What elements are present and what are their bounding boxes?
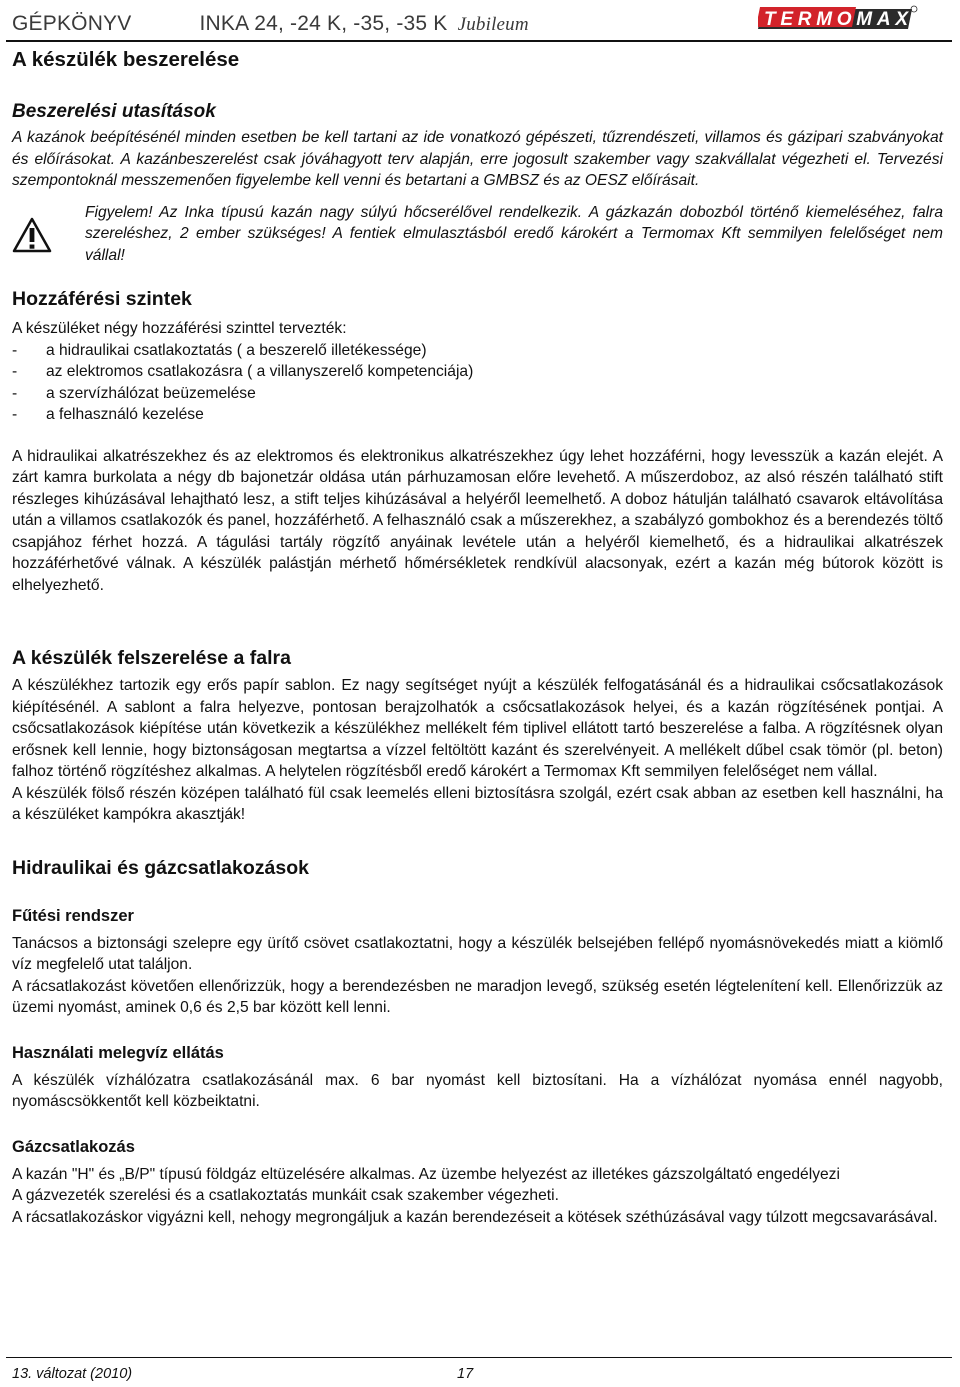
install-paragraph: A kazánok beépítésénél minden esetben be kell tartani az ide vonatkozó gépészeti, tűzrendészeti, villamos és gázipari szabványokat és előírásokat. A kazánbeszerelést csak jóváhagyott terv alapján, erre jogosult szakember vagy szakvállalat végezheti el. Tervezési szempontoknál messzemenően figyelembe kell venni és betartani a GMBSZ és az OESZ előírásait. xyxy=(12,129,943,189)
footer-divider xyxy=(6,1357,952,1358)
footer-version: 13. változat (2010) xyxy=(12,1366,133,1382)
logo-wordmark: TERMOMAX xyxy=(764,9,908,30)
warning-text: Figyelem! Az Inka típusú kazán nagy súlyú hőcserélővel rendelkezik. A gázkazán dobozból történő kiemeléséhez, falra szereléshez, 2 ember szükséges! A fentiek elmulasztásból eredő károkért a Termomax Kft semmilyen felelőséget nem vállal! xyxy=(85,203,943,264)
page-number: 17 xyxy=(457,1366,474,1382)
heating-paragraph-1: Tanácsos a biztonsági szelepre egy ürítő csövet csatlakoztatni, hogy a készülék belsejében fellépő nyomásnövekedés miatt a kiömlő víz megfelelő utat találjon. xyxy=(12,934,943,973)
access-intro: A készüléket négy hozzáférési szinttel tervezték: xyxy=(12,320,347,337)
list-item: - a szervízhálózat beüzemelése xyxy=(12,384,256,402)
edition-label: Jubileum xyxy=(457,14,529,35)
list-item: - a felhasználó kezelése xyxy=(12,406,204,423)
access-list xyxy=(12,340,943,426)
list-item: - az elektromos csatlakozásra ( a villanyszerelő kompetenciája) xyxy=(12,363,474,380)
list-item: - a hidraulikai csatlakoztatás ( a beszerelő illetékessége) xyxy=(12,341,427,359)
manual-label: GÉPKÖNYV xyxy=(12,12,132,35)
termomax-logo xyxy=(758,3,918,37)
gas-paragraph-2: A gázvezeték szerelési és a csatlakoztatás munkáit csak szakember végezheti. xyxy=(12,1187,559,1204)
access-paragraph: A hidraulikai alkatrészekhez és az elektromos és elektronikus alkatrészekhez úgy lehet hozzáférni, hogy levesszük a kazán elejét. A zárt kamra burkolata a négy db bajonetzár oldása után párhuzamosan előre levehető. A műszerdoboz, az alsó részén található stift részleges kihúzásával lehajtható lesz, a stift teljes kihúzásával a helyéről leemelhető. A doboz hátulján található csavarok eltávolítása után a villamos csatlakozók és panel, hozzáférhető. A felhasználó csak a műszerekhez, a szabályzó gombokhoz és a berendezés töltő csapjához férhet hozzá. A tágulási tartály rögzítő anyáinak levétele után a helyéről kiemelhető, és a hidraulikai alkatrészek hozzáférhetővé válnak. A készülék palástján mérhető hőmérsékletek rendkívül alacsonyak, ezért a kazán még bútorok között is elhelyezhető. xyxy=(12,447,943,594)
warning-icon xyxy=(12,217,52,253)
wall-paragraph-2: A készülék fölső részén középen található fül csak leemelés elleni biztosításra szolgál, ezért csak abban az esetben kell használni, ha a készüléket kampókra akasztják! xyxy=(12,784,943,823)
model-label: INKA 24, -24 K, -35, -35 K xyxy=(199,12,448,35)
wall-heading: A készülék felszerelése a falra xyxy=(12,647,291,669)
page-title: A készülék beszerelése xyxy=(12,48,240,71)
hot-water-heading: Használati melegvíz ellátás xyxy=(12,1043,224,1062)
heating-heading: Fűtési rendszer xyxy=(12,906,134,925)
header-title xyxy=(12,12,529,36)
install-heading: Beszerelési utasítások xyxy=(12,101,216,122)
heating-paragraph-2: A rácsatlakozást követően ellenőrizzük, hogy a berendezésben ne maradjon levegő, szükség esetén légtelenítení kell. Ellenőrizzük az üzemi nyomást, aminek 0,6 és 2,5 bar között kell lenni. xyxy=(12,977,943,1016)
hot-water-paragraph: A készülék vízhálózatra csatlakozásánál max. 6 bar nyomást kell biztosítani. Ha a vízhálózat nyomása ennél nagyobb, nyomáscsökkentőt kell közbeiktatni. xyxy=(12,1071,943,1110)
access-heading: Hozzáférési szintek xyxy=(12,288,192,310)
wall-paragraph-1: A készülékhez tartozik egy erős papír sablon. Ez nagy segítséget nyújt a készülék felfogatásánál és a hidraulikai csőcsatlakozások kiépítésénél. A sablont a falra helyezve, pontosan berajzolhatók a csőcsatlakozások helyei, és a kazán rögzítésének pontjai. A csőcsatlakozások kiépítése után következik a készülékhez mellékelt fém tiplivel ellátott tartó beszerelése a falba. A rögzítésnek olyan erősnek kell lennie, hogy biztonságosan megtartsa a vízzel feltöltött kazánt és szerelvényeit. A mellékelt dűbel csak tömör (pl. beton) falhoz történő rögzítéshez alkalmas. A helytelen rögzítésből eredő károkért a Termomax Kft semmilyen felelőséget nem vállal. xyxy=(12,677,943,780)
gas-heading: Gázcsatlakozás xyxy=(12,1137,135,1156)
hydraulic-heading: Hidraulikai és gázcsatlakozások xyxy=(12,856,309,879)
gas-paragraph-3: A rácsatlakozáskor vigyázni kell, nehogy megrongáljuk a kazán berendezéseit a kötések széthúzásával vagy túlzott megcsavarásával. xyxy=(12,1208,938,1226)
page-content xyxy=(12,45,943,1228)
warning-block xyxy=(12,202,943,267)
header-divider xyxy=(6,40,952,42)
gas-paragraph-1: A kazán "H" és „B/P" típusú földgáz eltüzelésére alkalmas. Az üzembe helyezést az illetékes gázszolgáltató engedélyezi xyxy=(12,1165,840,1183)
page-header xyxy=(0,0,960,44)
